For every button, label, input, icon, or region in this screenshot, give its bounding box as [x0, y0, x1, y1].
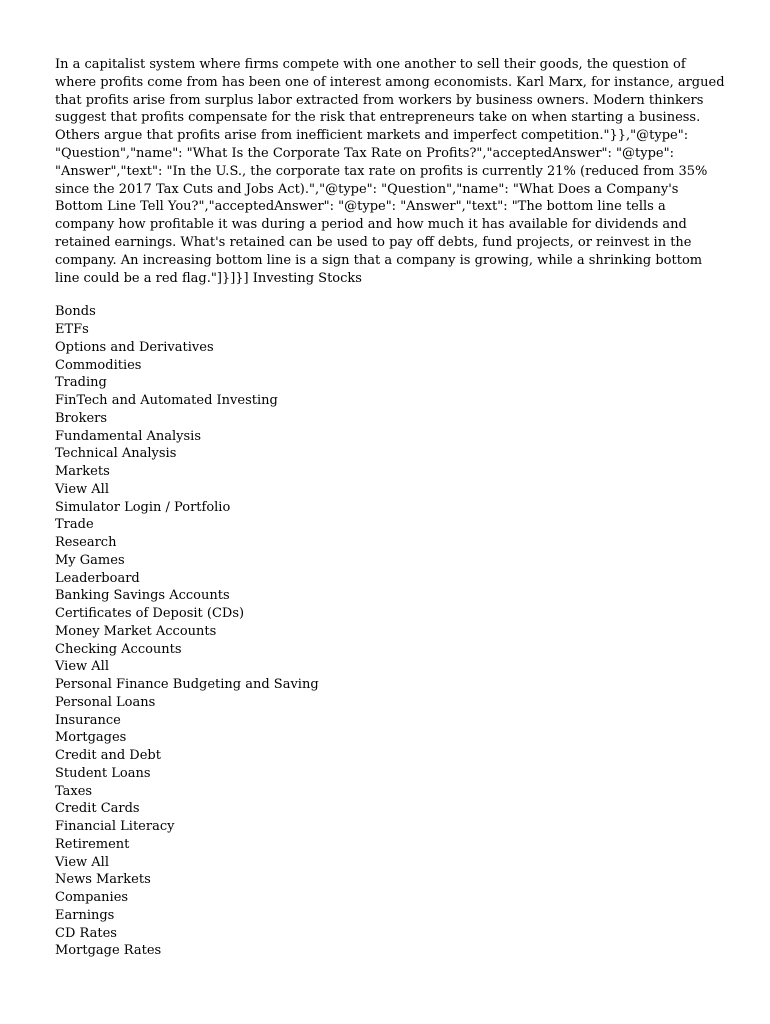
article-intro-text: In a capitalist system where firms compete with one another to sell their goods, the question of where profits come from has been one of interest among economists. Karl Marx, for instance, argued that profits arise from surplus labor extracted from workers by business owners. Modern thinkers suggest that profits compensate for the risk that entrepreneurs take on when starting a business. Others argue that profits arise from inefficient markets and imperfect competition."}},"@type": "Question","name": "What Is the Corporate Tax Rate on Profits?","acceptedAnswer": "@type": "Answer","text": "In the U.S., the corporate tax rate on profits is currently 21% (reduced from 35% since the 2017 Tax Cuts and Jobs Act).","@type": "Question","name": "What Does a Company's Bottom Line Tell You?","acceptedAnswer": "@type": "Answer","text": "The bottom line tells a company how profitable it was during a period and how much it has available for dividends and retained earnings. What's retained can be used to pay off debts, fund projects, or reinvest in the company. An increasing bottom line is a sign that a company is growing, while a shrinking bottom line could be a red flag."]}]}] Investing Stocks	[55, 57, 725, 286]
nav-item[interactable]	[55, 854, 725, 872]
nav-link-options-and-derivatives[interactable]: Options and Derivatives	[55, 339, 214, 355]
nav-item[interactable]	[55, 694, 725, 712]
nav-link-list	[55, 303, 725, 960]
nav-link-brokers[interactable]: Brokers	[55, 410, 108, 426]
nav-link-personal-finance-budgeting[interactable]: Personal Finance Budgeting and Saving	[55, 677, 319, 693]
nav-item[interactable]	[55, 605, 725, 623]
nav-link-view-all-banking[interactable]: View All	[55, 659, 109, 675]
nav-item[interactable]	[55, 499, 725, 517]
nav-link-leaderboard[interactable]: Leaderboard	[55, 570, 140, 586]
nav-link-mortgages[interactable]: Mortgages	[55, 730, 127, 746]
nav-link-trade[interactable]: Trade	[55, 517, 94, 533]
nav-link-credit-and-debt[interactable]: Credit and Debt	[55, 748, 161, 764]
nav-link-markets[interactable]: Markets	[55, 464, 110, 480]
nav-item[interactable]	[55, 712, 725, 730]
nav-item[interactable]	[55, 428, 725, 446]
nav-item[interactable]	[55, 445, 725, 463]
nav-item[interactable]	[55, 641, 725, 659]
nav-item[interactable]	[55, 516, 725, 534]
nav-link-taxes[interactable]: Taxes	[55, 783, 93, 799]
nav-item[interactable]	[55, 303, 725, 321]
nav-item[interactable]	[55, 463, 725, 481]
nav-link-mortgage-rates[interactable]: Mortgage Rates	[55, 943, 162, 959]
nav-link-money-market-accounts[interactable]: Money Market Accounts	[55, 623, 217, 639]
nav-item[interactable]	[55, 765, 725, 783]
nav-link-bonds[interactable]: Bonds	[55, 304, 96, 320]
nav-link-technical-analysis[interactable]: Technical Analysis	[55, 446, 177, 462]
nav-item[interactable]	[55, 658, 725, 676]
nav-link-cd-rates[interactable]: CD Rates	[55, 925, 117, 941]
nav-link-my-games[interactable]: My Games	[55, 552, 125, 568]
nav-link-view-all-investing[interactable]: View All	[55, 481, 109, 497]
nav-link-certificates-of-deposit[interactable]: Certificates of Deposit (CDs)	[55, 606, 245, 622]
nav-item[interactable]	[55, 570, 725, 588]
nav-link-financial-literacy[interactable]: Financial Literacy	[55, 819, 175, 835]
nav-link-personal-loans[interactable]: Personal Loans	[55, 694, 156, 710]
nav-link-fundamental-analysis[interactable]: Fundamental Analysis	[55, 428, 202, 444]
nav-item[interactable]	[55, 925, 725, 943]
nav-link-view-all-personal-finance[interactable]: View All	[55, 854, 109, 870]
nav-item[interactable]	[55, 907, 725, 925]
nav-item[interactable]	[55, 392, 725, 410]
nav-link-companies[interactable]: Companies	[55, 890, 129, 906]
nav-item[interactable]	[55, 676, 725, 694]
nav-link-simulator-login[interactable]: Simulator Login / Portfolio	[55, 499, 231, 515]
nav-link-banking-savings-accounts[interactable]: Banking Savings Accounts	[55, 588, 230, 604]
nav-item[interactable]	[55, 889, 725, 907]
nav-link-insurance[interactable]: Insurance	[55, 712, 121, 728]
nav-link-credit-cards[interactable]: Credit Cards	[55, 801, 140, 817]
nav-link-trading[interactable]: Trading	[55, 375, 107, 391]
nav-item[interactable]	[55, 783, 725, 801]
nav-link-student-loans[interactable]: Student Loans	[55, 765, 151, 781]
nav-link-news-markets[interactable]: News Markets	[55, 872, 151, 888]
nav-link-retirement[interactable]: Retirement	[55, 836, 130, 852]
nav-item[interactable]	[55, 587, 725, 605]
nav-item[interactable]	[55, 321, 725, 339]
nav-item[interactable]	[55, 818, 725, 836]
nav-item[interactable]	[55, 800, 725, 818]
nav-item[interactable]	[55, 836, 725, 854]
nav-item[interactable]	[55, 729, 725, 747]
page-content	[55, 56, 725, 960]
nav-item[interactable]	[55, 747, 725, 765]
nav-item[interactable]	[55, 481, 725, 499]
nav-link-earnings[interactable]: Earnings	[55, 907, 115, 923]
nav-item[interactable]	[55, 552, 725, 570]
nav-link-fintech[interactable]: FinTech and Automated Investing	[55, 393, 278, 409]
nav-link-research[interactable]: Research	[55, 535, 117, 551]
nav-item[interactable]	[55, 357, 725, 375]
nav-link-checking-accounts[interactable]: Checking Accounts	[55, 641, 182, 657]
nav-item[interactable]	[55, 374, 725, 392]
nav-link-commodities[interactable]: Commodities	[55, 357, 142, 373]
nav-item[interactable]	[55, 942, 725, 960]
nav-item[interactable]	[55, 871, 725, 889]
nav-link-etfs[interactable]: ETFs	[55, 322, 89, 338]
nav-item[interactable]	[55, 410, 725, 428]
nav-item[interactable]	[55, 534, 725, 552]
nav-item[interactable]	[55, 339, 725, 357]
nav-item[interactable]	[55, 623, 725, 641]
